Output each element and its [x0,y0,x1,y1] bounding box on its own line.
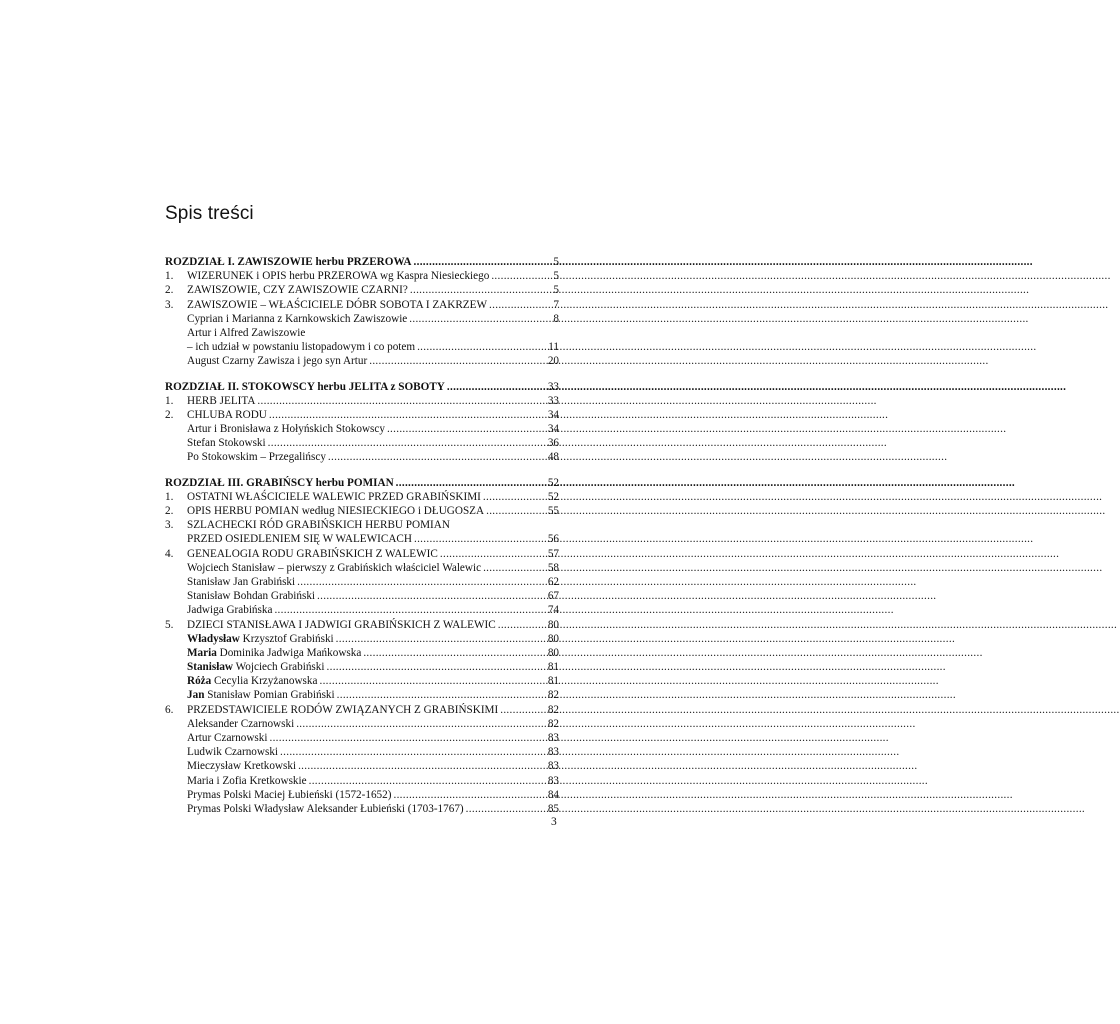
toc-entry-title [187,283,408,297]
toc-entry-text: Aleksander Czarnowski [187,717,295,730]
toc-entry-bold-name: Maria [187,646,217,659]
toc-entry-title [187,490,481,504]
toc-page-number: 83 [547,746,559,759]
toc-entry[interactable] [165,674,559,688]
toc-leader-dots [269,731,545,745]
toc-entry-text: CHLUBA RODU [187,408,267,421]
toc-entry[interactable] [165,450,559,464]
toc-page-number: 57 [547,547,559,560]
toc-entry-title [187,518,450,532]
table-of-contents [165,255,559,816]
toc-entry[interactable] [165,802,559,816]
toc-entry[interactable] [165,703,559,717]
toc-entry-title [187,745,278,759]
toc-entry-title [187,422,385,436]
toc-leader-dots [387,422,546,436]
toc-leader-dots [328,450,546,464]
toc-entry-number: 5. [165,618,174,631]
toc-page-number: 67 [547,590,559,603]
toc-entry[interactable] [165,731,559,745]
toc-entry-title [187,312,407,326]
toc-page-number: 74 [547,604,559,617]
toc-entry-text: Ludwik Czarnowski [187,746,279,759]
toc-page-number: 5 [553,256,559,268]
toc-page-number: 11 [548,341,559,354]
toc-entry-title [187,802,464,816]
toc-entry-text: Artur i Bronisława z Hołyńskich Stokowscy [187,423,385,436]
toc-leader-dots [319,674,545,688]
toc-entry-title [187,774,307,788]
toc-entry-title [187,688,335,702]
toc-chapter-title: ROZDZIAŁ III. GRABIŃSCY herbu POMIAN [165,476,394,489]
toc-entry[interactable] [165,788,559,802]
toc-chapter[interactable] [165,476,559,490]
toc-entry[interactable] [165,745,559,759]
page-number: 3 [551,816,557,828]
toc-page-number: 8 [553,312,559,325]
toc-entry-title [187,646,361,660]
toc-entry[interactable] [165,589,559,603]
toc-leader-dots [396,476,546,490]
toc-page-number: 80 [547,618,559,631]
toc-leader-dots [491,269,551,283]
toc-leader-dots [369,354,546,368]
toc-entry-text: Po Stokowskim – Przegalińscy [187,451,326,464]
toc-entry-text: SZLACHECKI RÓD GRABIŃSKICH HERBU POMIAN [187,519,450,532]
toc-entry-text: Prymas Polski Władysław Aleksander Łubieński (1703-1767) [187,802,464,815]
toc-entry-number: 6. [165,703,174,716]
toc-entry-text: GENEALOGIA RODU GRABIŃSKICH Z WALEWIC [187,547,438,560]
toc-page-number: 48 [547,451,559,464]
toc-leader-dots [500,703,546,717]
toc-entry-text: PRZED OSIEDLENIEM SIĘ W WALEWICACH [187,533,412,546]
toc-entry-number: 1. [165,270,174,283]
toc-entry-title [187,603,272,617]
toc-entry[interactable] [165,688,559,702]
toc-leader-dots [447,380,546,394]
toc-entry-title [187,717,294,731]
toc-entry-title [187,269,489,283]
toc-leader-dots [393,788,545,802]
toc-entry[interactable] [165,547,559,561]
toc-leader-dots [327,660,546,674]
toc-page-number: 81 [547,661,559,674]
toc-entry-title [187,547,438,561]
toc-entry-text: Jadwiga Grabińska [187,604,273,617]
toc-leader-dots [466,802,546,816]
toc-entry[interactable] [165,326,559,340]
toc-entry-text: Stanisław Pomian Grabiński [204,689,335,702]
toc-entry[interactable] [165,518,559,532]
toc-leader-dots [410,283,552,297]
toc-page-number: 58 [547,561,559,574]
toc-page-number: 34 [547,423,559,436]
toc-entry-text: WIZERUNEK i OPIS herbu PRZEROWA wg Kaspra Niesieckiego [187,270,490,283]
toc-page-number: 52 [547,476,559,489]
toc-leader-dots [414,255,552,269]
toc-entry-title [187,450,326,464]
toc-entry-title [187,632,334,646]
toc-entry-text: Wojciech Grabiński [233,661,325,674]
toc-entry-text: Artur Czarnowski [187,732,268,744]
toc-entry-title [187,394,255,408]
toc-leader-dots [414,532,546,546]
toc-leader-dots [409,312,551,326]
toc-entry[interactable] [165,408,559,422]
toc-page-number: 7 [553,298,559,311]
toc-entry[interactable] [165,561,559,575]
toc-page-number: 36 [547,437,559,450]
toc-entry-title [187,703,498,717]
toc-page-number: 33 [547,380,559,393]
toc-entry-number: 2. [165,505,174,517]
toc-page-number: 81 [547,675,559,688]
toc-entry-title [187,408,267,422]
toc-entry-text: Prymas Polski Maciej Łubieński (1572-1652) [187,788,392,801]
toc-entry-number: 4. [165,547,174,560]
toc-leader-dots [269,408,546,422]
toc-leader-dots [296,717,546,731]
toc-page-number: 5 [553,284,559,297]
toc-entry[interactable] [165,646,559,660]
toc-entry-number: 3. [165,298,174,311]
toc-entry-title [187,575,295,589]
toc-entry[interactable] [165,490,559,504]
toc-page-number: 80 [547,646,559,659]
section-gap [165,369,559,380]
toc-leader-dots [363,646,546,660]
toc-entry[interactable] [165,660,559,674]
toc-leader-dots [298,759,546,773]
toc-entry[interactable] [165,575,559,589]
toc-page-number: 55 [547,505,559,517]
toc-entry[interactable] [165,312,559,326]
toc-entry[interactable] [165,717,559,731]
toc-entry-text: OPIS HERBU POMIAN według NIESIECKIEGO i DŁUGOSZA [187,505,485,517]
toc-entry[interactable] [165,759,559,773]
toc-page-number: 5 [553,270,559,283]
toc-leader-dots [417,340,546,354]
toc-entry[interactable] [165,532,559,546]
toc-entry-title [187,674,317,688]
toc-entry-number: 2. [165,284,174,297]
toc-entry-bold-name: Jan [187,689,205,702]
toc-entry[interactable] [165,774,559,788]
toc-entry[interactable] [165,504,559,518]
toc-leader-dots [257,394,545,408]
toc-leader-dots [268,436,546,450]
toc-entry-text: Stanisław Jan Grabiński [187,575,296,588]
toc-page-number: 56 [547,533,559,546]
toc-page-number: 83 [547,732,559,744]
toc-leader-dots [317,589,546,603]
toc-page-number: 20 [547,355,559,368]
toc-entry-text: Dominika Jadwiga Mańkowska [216,646,362,659]
page-title: Spis treści [165,203,254,224]
toc-page-number: 62 [547,575,559,588]
toc-entry-text: Stefan Stokowski [187,437,266,450]
toc-entry[interactable] [165,422,559,436]
toc-chapter-title: ROZDZIAŁ I. ZAWISZOWIE herbu PRZEROWA [165,256,412,268]
toc-entry-number: 1. [165,394,174,407]
toc-entry[interactable] [165,436,559,450]
toc-entry[interactable] [165,603,559,617]
toc-entry-text: ZAWISZOWIE, CZY ZAWISZOWIE CZARNI? [187,284,408,297]
toc-entry-title [187,504,484,518]
toc-entry-text: August Czarny Zawisza i jego syn Artur [187,355,368,368]
toc-page-number: 34 [547,408,559,421]
toc-entry-text: PRZEDSTAWICIELE RODÓW ZWIĄZANYCH Z GRABIŃSKIMI [187,703,499,716]
toc-page-number: 80 [547,632,559,645]
toc-entry-text: Stanisław Bohdan Grabiński [187,590,316,603]
toc-entry-text: DZIECI STANISŁAWA I JADWIGI GRABIŃSKICH Z WALEWIC [187,618,496,631]
toc-entry-text: Cyprian i Marianna z Karnkowskich Zawiszowie [187,312,408,325]
toc-entry-bold-name: Władysław [187,632,240,645]
toc-entry[interactable] [165,632,559,646]
toc-entry-text: ZAWISZOWIE – WŁAŚCICIELE DÓBR SOBOTA I ZAKRZEW [187,298,488,311]
toc-entry-title [187,436,266,450]
toc-leader-dots [498,618,546,632]
toc-entry[interactable] [165,354,559,368]
toc-page-number: 83 [547,774,559,787]
toc-entry-text: Mieczysław Kretkowski [187,760,297,773]
toc-page-number: 82 [547,703,559,716]
toc-entry-text: Maria i Zofia Kretkowskie [187,774,307,787]
toc-page-number: 85 [547,802,559,815]
toc-entry-text: OSTATNI WŁAŚCICIELE WALEWIC PRZED GRABIŃSKIMI [187,490,481,503]
toc-chapter-title: ROZDZIAŁ II. STOKOWSCY herbu JELITA z SOBOTY [165,380,445,393]
toc-page-number: 84 [547,788,559,801]
toc-entry-title [187,532,412,546]
toc-entry-title [187,561,481,575]
toc-leader-dots [489,298,551,312]
toc-leader-dots [440,547,546,561]
toc-entry-number: 2. [165,408,174,421]
toc-leader-dots [274,603,545,617]
toc-entry-title [187,298,487,312]
toc-leader-dots [337,688,546,702]
toc-leader-dots [297,575,546,589]
toc-chapter[interactable] [165,380,559,394]
toc-entry[interactable] [165,269,559,283]
toc-entry-title [187,340,415,354]
toc-entry[interactable] [165,340,559,354]
toc-entry-title [187,731,267,745]
toc-entry-text: Cecylia Krzyżanowska [211,675,318,688]
toc-entry-title [187,618,496,632]
toc-entry[interactable] [165,298,559,312]
toc-entry[interactable] [165,283,559,297]
toc-entry-title [187,788,391,802]
toc-entry-number: 3. [165,519,174,532]
toc-page-number: 52 [547,490,559,503]
toc-entry-title [187,354,367,368]
toc-entry[interactable] [165,394,559,408]
toc-chapter[interactable] [165,255,559,269]
toc-page-number: 82 [547,717,559,730]
toc-leader-dots [483,490,546,504]
toc-entry-bold-name: Róża [187,675,212,688]
toc-entry-bold-name: Stanisław [187,661,234,674]
toc-entry-text: Artur i Alfred Zawiszowie [187,326,306,339]
toc-leader-dots [309,774,546,788]
toc-leader-dots [486,504,546,518]
toc-page-number: 33 [547,394,559,407]
toc-page-number: 82 [547,689,559,702]
toc-entry[interactable] [165,618,559,632]
toc-entry-title [187,326,305,340]
toc-entry-number: 1. [165,490,174,503]
toc-entry-text: Wojciech Stanisław – pierwszy z Grabińskich właściciel Walewic [187,561,482,574]
toc-entry-title [187,759,296,773]
toc-entry-text: HERB JELITA [187,394,256,407]
toc-leader-dots [483,561,546,575]
toc-leader-dots [336,632,546,646]
toc-entry-text: – ich udział w powstaniu listopadowym i co potem [187,341,416,354]
section-gap [165,465,559,476]
toc-leader-dots [280,745,546,759]
toc-entry-text: Krzysztof Grabiński [239,632,334,645]
toc-page-number: 83 [547,760,559,773]
toc-entry-title [187,589,315,603]
toc-entry-title [187,660,325,674]
